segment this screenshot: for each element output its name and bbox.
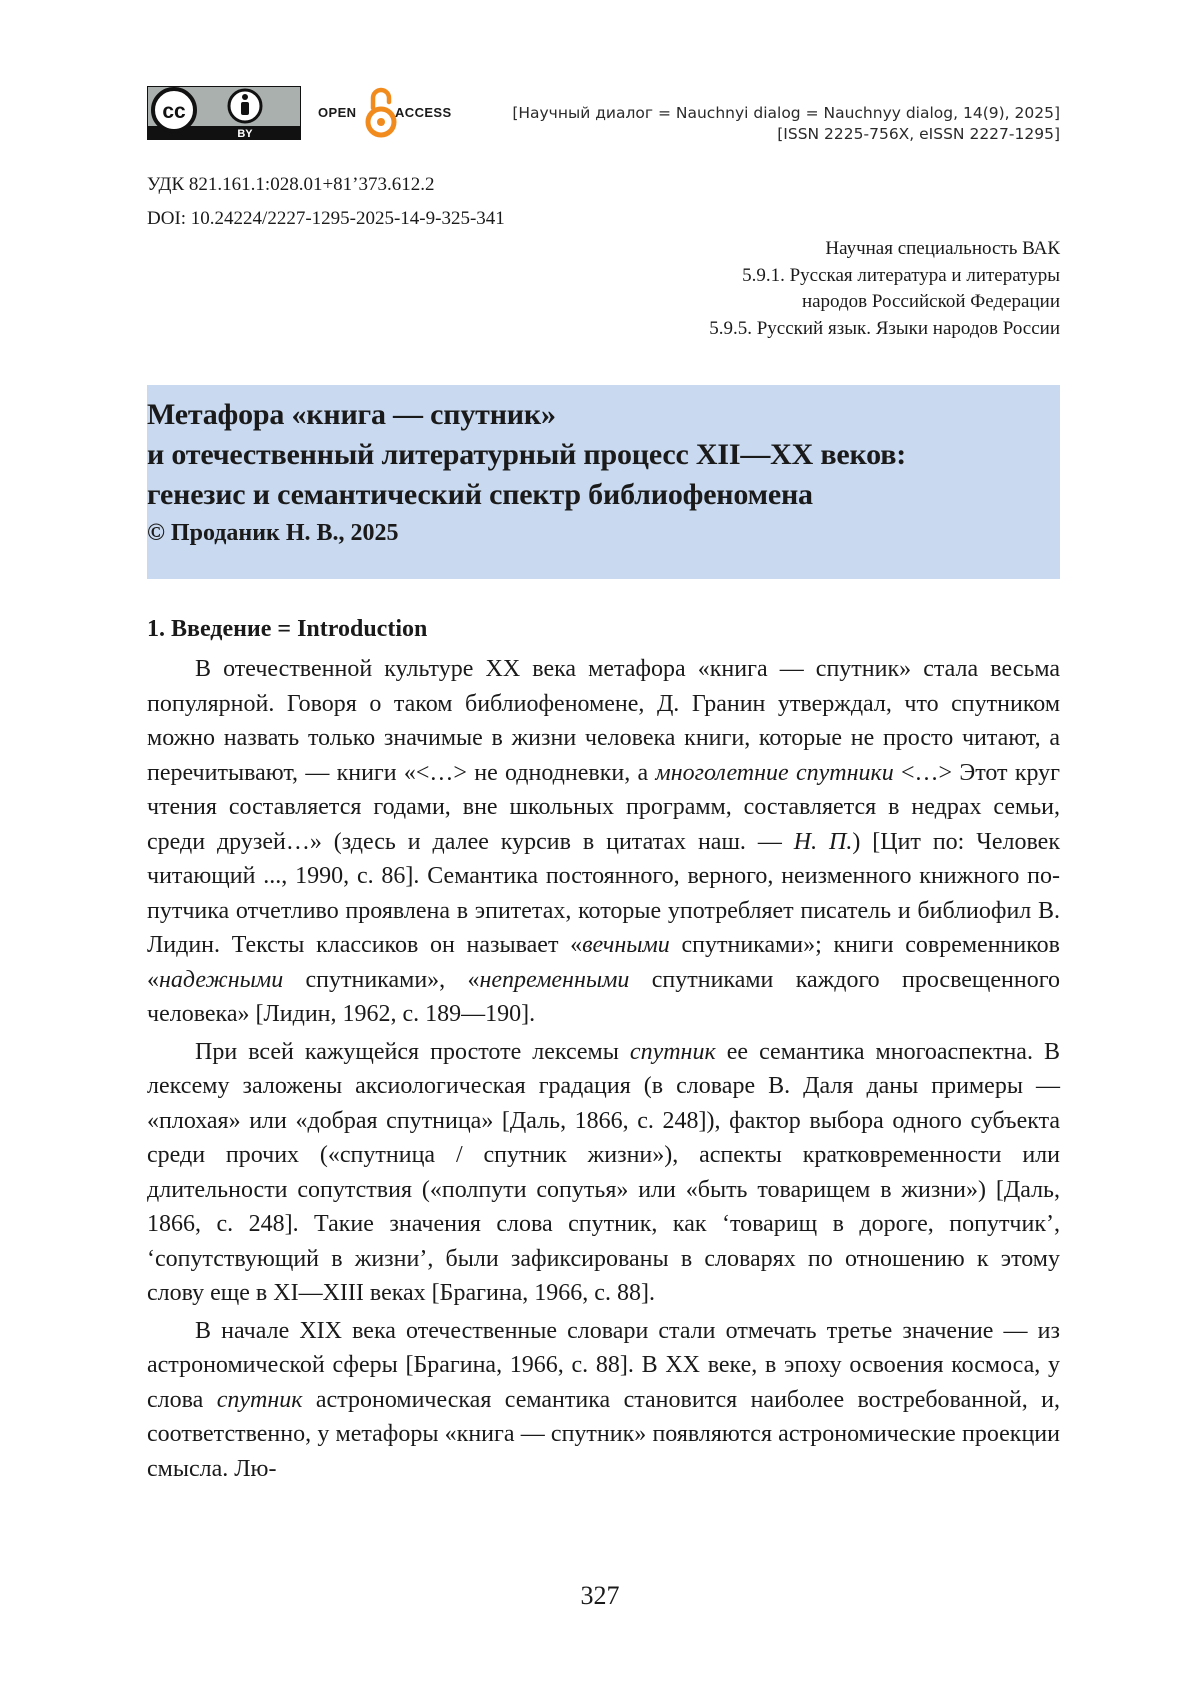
license-label: BY bbox=[237, 128, 253, 140]
svg-text:cc: cc bbox=[162, 100, 186, 123]
article-title bbox=[147, 395, 906, 515]
page-number: 327 bbox=[580, 1581, 620, 1610]
specialty-line: 5.9.5. Русский язык. Языки народов России bbox=[709, 317, 1060, 339]
paragraph: В отечественной культуре XX века метафора «книга — спутник» стала весьма популярной. Говоря о таком библиофеномене, Д. Гранин утверждал, что спутником можно назвать только значимые в жизни человека книги, которые не просто читают, а перечитывают, — книги «<…> не однодневки, а многолетние спутники <…> Этот круг чтения составляется годами, вне школьных программ, составляется в недрах семьи, среди друзей…» (здесь и далее курсив в цитатах наш. — Н. П.) [Цит по: Человек читающий ..., 1990, с. 86]. Семантика постоянного, верного, неизменного книжного попутчика отчетливо проявлена в эпитетах, которые употребляет писатель и библиофил В. Лидин. Тексты классиков он называет «вечными спутниками»; книги современников «надежными спутниками», «непременными спутниками каждого просвещенного человека» [Лидин, 1962, с. 189—190]. bbox=[147, 656, 1061, 1027]
open-access-lock-icon bbox=[364, 86, 398, 140]
title-line: и отечественный литературный процесс XII—XX веков: bbox=[147, 438, 906, 471]
udc-code: УДК 821.161.1:028.01+81’373.612.2 bbox=[147, 174, 435, 195]
journal-reference bbox=[512, 103, 1060, 145]
specialty-line: 5.9.1. Русская литература и литературы bbox=[742, 264, 1060, 286]
title-line: Метафора «книга — спутник» bbox=[147, 398, 556, 431]
doi: DOI: 10.24224/2227-1295-2025-14-9-325-341 bbox=[147, 208, 505, 229]
cc-by-license-badge bbox=[147, 86, 301, 140]
paragraph: При всей кажущейся простоте лексемы спутник ее семантика многоаспектна. В лексему заложены аксиологическая градация (в словаре В. Даля даны примеры — «плохая» или «добрая спутница» [Даль, 1866, с. 248]), фактор выбора одного субъекта среди прочих («спутница / спутник жизни»), аспекты кратковременности или длительности сопутствия («полпути сопутья» или «быть товарищем в жизни») [Даль, 1866, с. 248]. Такие значения слова спутник, как ‘товарищ в дороге, попутчик’, ‘сопутствующий в жизни’, были зафиксированы в словарях по отношению к этому слову еще в XI—XIII веках [Брагина, 1966, с. 88]. bbox=[147, 1038, 1060, 1306]
open-access-logo bbox=[318, 86, 468, 140]
cc-icon bbox=[153, 89, 195, 131]
article-body bbox=[147, 652, 1060, 1486]
journal-citation: [Научный диалог = Nauchnyi dialog = Nauchnyy dialog, 14(9), 2025] bbox=[512, 104, 1060, 122]
section-heading: 1. Введение = Introduction bbox=[147, 616, 428, 642]
title-line: генезис и семантический спектр библиофеномена bbox=[147, 478, 813, 511]
paragraph: В начале XIX века отечественные словари стали отмечать третье значение — из астрономической сферы [Брагина, 1966, с. 88]. В XX веке, в эпоху освоения космоса, у слова спутник астрономическая семантика становится наиболее востребованной, и, соответственно, у метафоры «книга — спутник» появляются астрономические проекции смысла. Лю- bbox=[147, 1317, 1061, 1482]
journal-issn: [ISSN 2225-756X, eISSN 2227-1295] bbox=[777, 125, 1060, 143]
attribution-person-icon bbox=[229, 90, 261, 122]
vak-specialty bbox=[709, 236, 1060, 342]
oa-access-word: ACCESS bbox=[395, 105, 452, 120]
article-title-box bbox=[147, 385, 1060, 579]
oa-open-word: OPEN bbox=[318, 105, 357, 120]
specialty-heading: Научная специальность ВАК bbox=[825, 238, 1060, 259]
author-copyright: © Проданик Н. В., 2025 bbox=[147, 520, 399, 546]
specialty-line: народов Российской Федерации bbox=[801, 291, 1060, 312]
